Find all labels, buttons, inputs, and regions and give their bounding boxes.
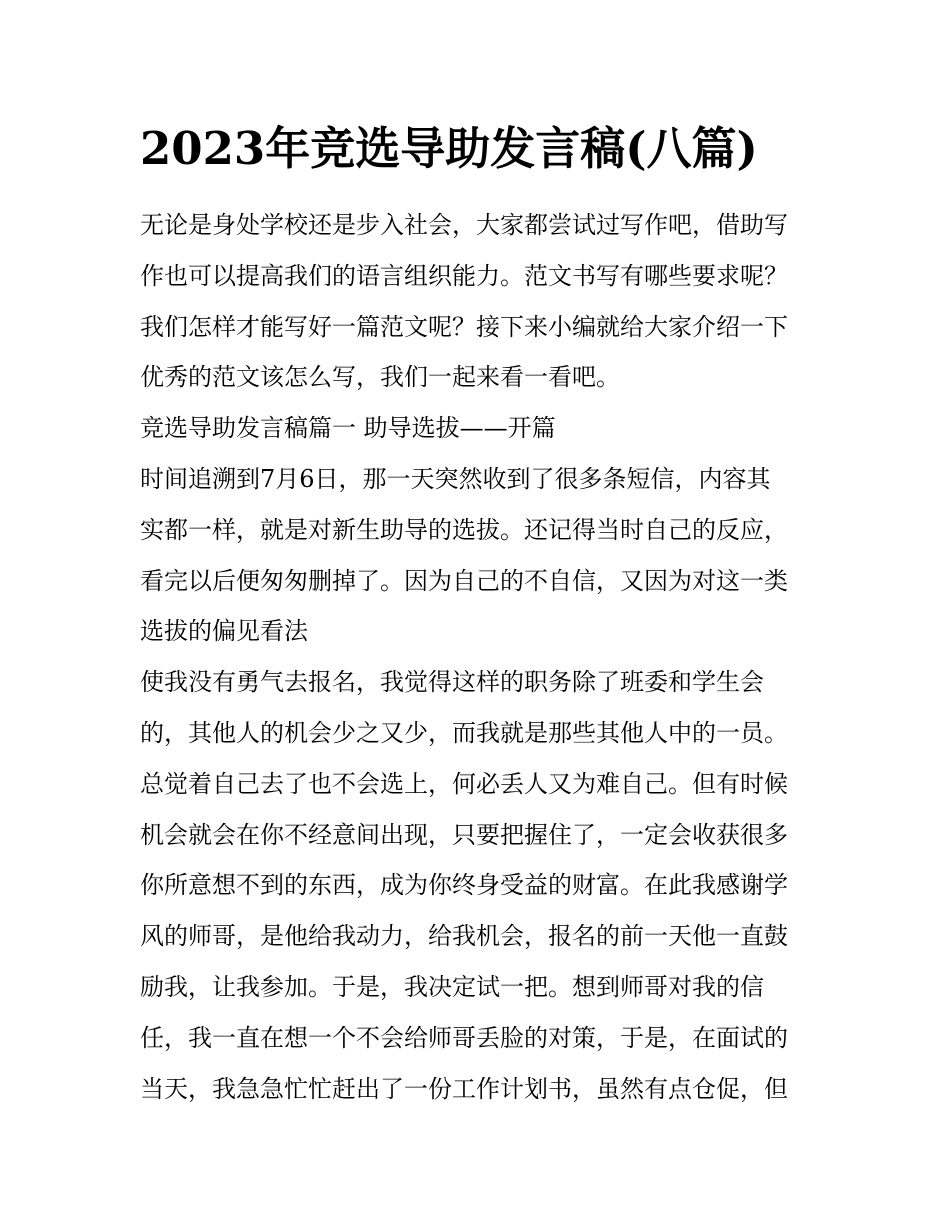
document-body: [140, 200, 812, 1114]
paragraph-line: 实都一样，就是对新生助导的选拔。还记得当时自己的反应，: [140, 515, 788, 544]
paragraph-line: 我们怎样才能写好一篇范文呢？接下来小编就给大家介绍一下: [140, 312, 788, 341]
document-title: 2023年竞选导助发言稿(八篇): [140, 122, 758, 175]
paragraph-line: 风的师哥，是他给我动力，给我机会，报名的前一天他一直鼓: [140, 922, 788, 951]
paragraph-line: 的，其他人的机会少之又少，而我就是那些其他人中的一员。: [140, 718, 788, 747]
section-heading: 竞选导助发言稿篇一 助导选拔——开篇: [140, 414, 556, 443]
paragraph-line: 你所意想不到的东西，成为你终身受益的财富。在此我感谢学: [140, 871, 788, 900]
paragraph-line: 机会就会在你不经意间出现，只要把握住了，一定会收获很多: [140, 820, 788, 849]
paragraph-line: 作也可以提高我们的语言组织能力。范文书写有哪些要求呢？: [140, 261, 788, 290]
paragraph-line: 总觉着自己去了也不会选上，何必丢人又为难自己。但有时候: [140, 769, 788, 798]
paragraph-line: 励我，让我参加。于是，我决定试一把。想到师哥对我的信: [140, 972, 764, 1001]
paragraph-line: 当天，我急急忙忙赶出了一份工作计划书，虽然有点仓促，但: [140, 1074, 788, 1103]
paragraph-line: 使我没有勇气去报名，我觉得这样的职务除了班委和学生会: [140, 668, 764, 697]
paragraph-line: 选拔的偏见看法: [140, 617, 308, 646]
paragraph-line: 优秀的范文该怎么写，我们一起来看一看吧。: [140, 363, 620, 392]
paragraph-line: 无论是身处学校还是步入社会，大家都尝试过写作吧，借助写: [140, 211, 788, 239]
paragraph-line: 时间追溯到7月6日，那一天突然收到了很多条短信，内容其: [140, 464, 771, 493]
paragraph-line: 看完以后便匆匆删掉了。因为自己的不自信，又因为对这一类: [140, 566, 788, 595]
paragraph-line: 任，我一直在想一个不会给师哥丢脸的对策，于是，在面试的: [140, 1023, 788, 1052]
